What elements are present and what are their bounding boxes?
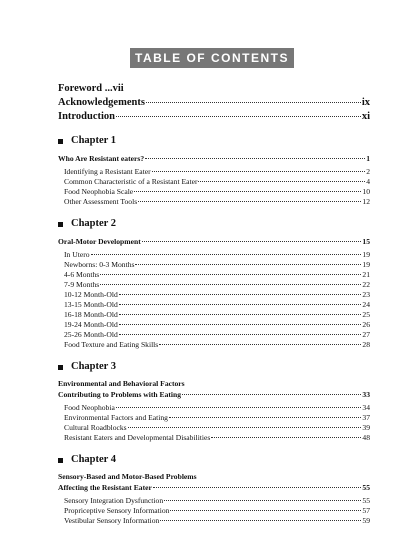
section-entry [58, 236, 370, 247]
subentry-page: 19 [362, 260, 370, 269]
subentry-label: Food Neophobia [64, 403, 115, 412]
toc-title-banner [130, 48, 294, 68]
chapter-heading-text: Chapter 3 [71, 361, 117, 372]
subentry [58, 197, 370, 207]
subentry-list [58, 403, 370, 443]
subentry [58, 413, 370, 423]
dot-leader [119, 324, 362, 325]
subentry [58, 260, 370, 270]
section-entry [58, 482, 370, 493]
subentry-page: 19 [362, 250, 370, 259]
subentry-label: 10-12 Month-Old [64, 290, 118, 299]
subentry [58, 187, 370, 197]
section-entry [58, 153, 370, 164]
subentry [58, 167, 370, 177]
dot-leader [119, 304, 362, 305]
subentry [58, 496, 370, 506]
subentry [58, 506, 370, 516]
dot-leader [100, 284, 361, 285]
subentry-page: 39 [362, 423, 370, 432]
dot-leader [138, 201, 361, 202]
dot-leader [146, 102, 361, 103]
subentry-page: 4 [366, 177, 370, 186]
subentry-list [58, 496, 370, 526]
subentry-label: In Utero [64, 250, 90, 259]
section-page: 33 [362, 390, 370, 399]
entry-label: Foreword ...vii [58, 83, 124, 94]
chapter-heading [58, 217, 370, 231]
chapter-heading [58, 134, 370, 148]
subentry [58, 290, 370, 300]
square-bullet-icon [58, 222, 63, 227]
dot-leader [128, 427, 362, 428]
subentry-label: Food Texture and Eating Skills [64, 340, 159, 349]
subentry [58, 433, 370, 443]
chapter-block [58, 134, 370, 207]
section-label: Who Are Resistant eaters? [58, 154, 145, 163]
dot-leader [170, 510, 361, 511]
dot-leader [145, 158, 365, 159]
chapter-heading [58, 453, 370, 467]
section-title-line: Environmental and Behavioral Factors [58, 379, 185, 388]
subentry-page: 57 [362, 506, 370, 515]
front-entry-foreword [58, 82, 370, 96]
subentry-label: Common Characteristic of a Resistant Eater [64, 177, 198, 186]
square-bullet-icon [58, 458, 63, 463]
subentry-label: Cultural Roadblocks [64, 423, 127, 432]
subentry-page: 28 [362, 340, 370, 349]
subentry [58, 280, 370, 290]
subentry-label: Food Neophobia Scale [64, 187, 134, 196]
subentry-page: 59 [362, 516, 370, 525]
subentry [58, 300, 370, 310]
dot-leader [211, 437, 361, 438]
toc-list [58, 82, 370, 526]
subentry-page: 21 [362, 270, 370, 279]
chapter-block [58, 217, 370, 350]
subentry-label: Environmental Factors and Eating [64, 413, 168, 422]
chapter-heading-text: Chapter 4 [71, 454, 117, 465]
entry-label: Introduction [58, 111, 115, 122]
subentry [58, 177, 370, 187]
subentry-page: 23 [362, 290, 370, 299]
entry-page: xi [361, 111, 370, 122]
dot-leader [119, 294, 362, 295]
chapter-heading [58, 360, 370, 374]
subentry-label: Other Assessment Tools [64, 197, 138, 206]
dot-leader [159, 344, 361, 345]
dot-leader [160, 520, 361, 521]
entry-page: ix [361, 97, 370, 108]
square-bullet-icon [58, 365, 63, 370]
section-label: Affecting the Resistant Eater [58, 483, 152, 492]
section-page: 55 [362, 483, 370, 492]
dot-leader [119, 314, 362, 315]
section-label: Oral-Motor Development [58, 237, 141, 246]
dot-leader [91, 254, 362, 255]
dot-leader [100, 274, 361, 275]
subentry-label: 19-24 Month-Old [64, 320, 118, 329]
dot-leader [169, 417, 361, 418]
section-page: 1 [366, 154, 370, 163]
subentry-label: Identifying a Resistant Eater [64, 167, 151, 176]
dot-leader [152, 171, 366, 172]
subentry-label: 4-6 Months [64, 270, 100, 279]
subentry-page: 25 [362, 310, 370, 319]
subentry-label: 25-26 Month-Old [64, 330, 118, 339]
dot-leader [135, 264, 361, 265]
dot-leader [153, 487, 362, 488]
subentry [58, 310, 370, 320]
section-entry [58, 389, 370, 400]
subentry-label: 16-18 Month-Old [64, 310, 118, 319]
subentry-page: 27 [362, 330, 370, 339]
subentry-list [58, 250, 370, 350]
chapter-heading-text: Chapter 1 [71, 135, 117, 146]
subentry-page: 12 [362, 197, 370, 206]
entry-label: Acknowledgements [58, 97, 145, 108]
dot-leader [119, 334, 362, 335]
section-title-line: Sensory-Based and Motor-Based Problems [58, 472, 197, 481]
chapter-block [58, 360, 370, 443]
subentry-page: 34 [362, 403, 370, 412]
subentry-label: Sensory Integration Dysfunction [64, 496, 164, 505]
subentry-label: 7-9 Months [64, 280, 100, 289]
dot-leader [198, 181, 365, 182]
front-entry-acknowledgements [58, 96, 370, 110]
subentry [58, 403, 370, 413]
subentry-page: 55 [362, 496, 370, 505]
subentry [58, 330, 370, 340]
dot-leader [182, 394, 361, 395]
toc-title: TABLE OF CONTENTS [135, 51, 289, 65]
subentry [58, 320, 370, 330]
subentry-label: Vestibular Sensory Information [64, 516, 160, 525]
subentry-page: 48 [362, 433, 370, 442]
subentry-page: 10 [362, 187, 370, 196]
subentry-label: Propriceptive Sensory Information [64, 506, 170, 515]
section-label: Contributing to Problems with Eating [58, 390, 182, 399]
subentry [58, 516, 370, 526]
subentry-page: 26 [362, 320, 370, 329]
subentry-page: 22 [362, 280, 370, 289]
dot-leader [164, 500, 361, 501]
subentry [58, 250, 370, 260]
dot-leader [116, 407, 362, 408]
dot-leader [134, 191, 361, 192]
chapter-block [58, 453, 370, 526]
square-bullet-icon [58, 139, 63, 144]
subentry-page: 2 [366, 167, 370, 176]
section-page: 15 [362, 237, 370, 246]
subentry [58, 340, 370, 350]
subentry-label: Resistant Eaters and Developmental Disabilities [64, 433, 211, 442]
subentry-label: Newborns: 0-3 Months [64, 260, 135, 269]
dot-leader [116, 116, 361, 117]
subentry-list [58, 167, 370, 207]
subentry-page: 37 [362, 413, 370, 422]
front-entry-introduction [58, 110, 370, 124]
subentry-label: 13-15 Month-Old [64, 300, 118, 309]
subentry-page: 24 [362, 300, 370, 309]
chapter-heading-text: Chapter 2 [71, 218, 117, 229]
subentry [58, 423, 370, 433]
subentry [58, 270, 370, 280]
dot-leader [142, 241, 362, 242]
